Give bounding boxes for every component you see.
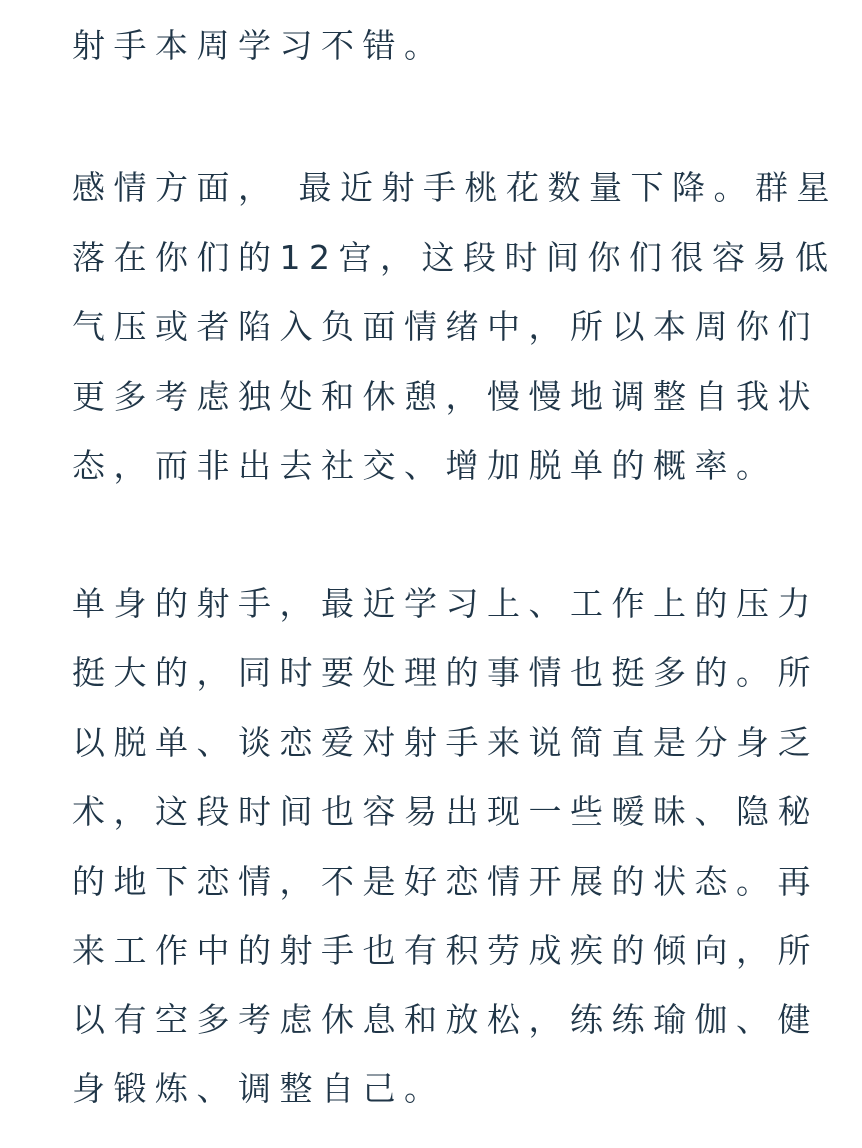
text-line: 射手本周学习不错。 [72,26,446,65]
text-line: 术，这段时间也容易出现一些暧昧、隐秘 [72,792,819,831]
text-line: 的地下恋情，不是好恋情开展的状态。再 [72,862,819,901]
text-line: 以有空多考虑休息和放松，练练瑜伽、健 [72,1000,819,1039]
text-line: 单身的射手，最近学习上、工作上的压力 [72,584,819,623]
text-line: 态，而非出去社交、增加脱单的概率。 [72,446,778,485]
text-line: 感情方面， 最近射手桃花数量下降。群星 [72,168,838,207]
text-line: 更多考虑独处和休憩，慢慢地调整自我状 [72,377,819,416]
text-line: 落在你们的12宫，这段时间你们很容易低 [72,238,837,277]
text-line: 以脱单、谈恋爱对射手来说简直是分身乏 [72,723,819,762]
text-line: 来工作中的射手也有积劳成疾的倾向，所 [72,931,819,970]
text-line: 挺大的，同时要处理的事情也挺多的。所 [72,653,819,692]
text-line: 身锻炼、调整自己。 [72,1069,446,1108]
text-line: 气压或者陷入负面情绪中，所以本周你们 [72,307,819,346]
